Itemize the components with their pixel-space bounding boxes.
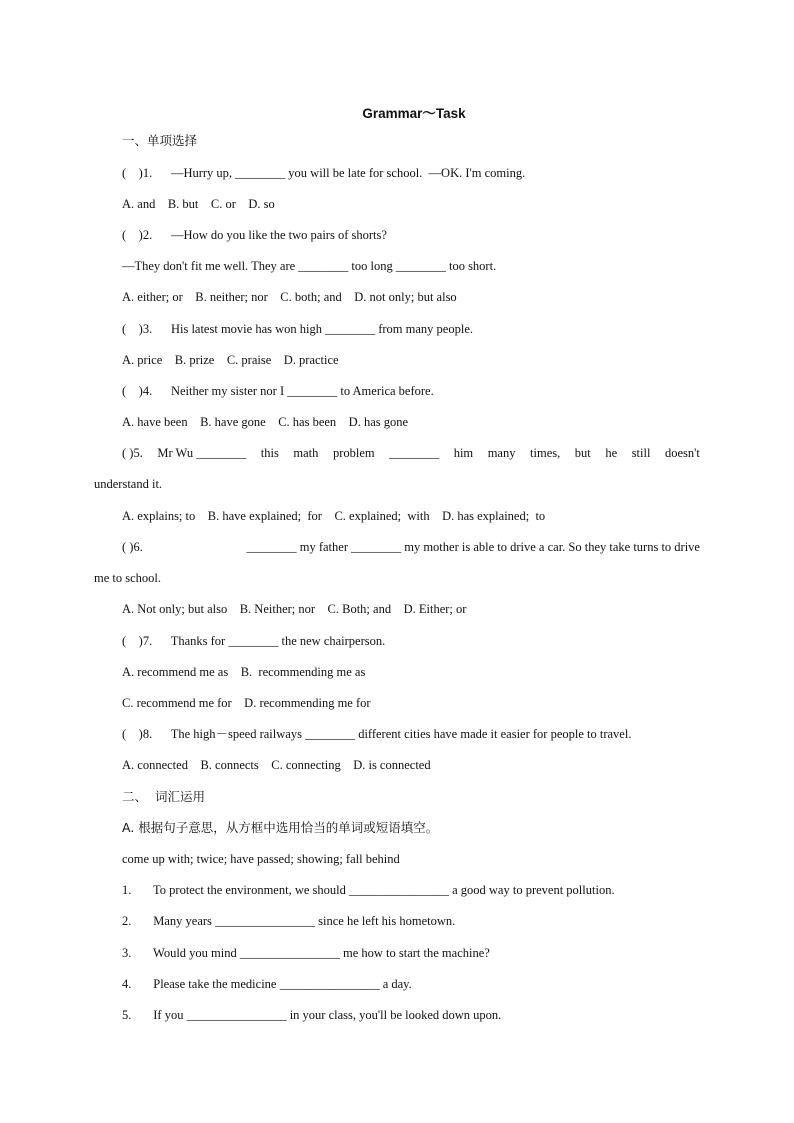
question-7-options-cd: C. recommend me for D. recommending me for (122, 696, 371, 710)
question-3: ( )3. His latest movie has won high ________ from many people. (122, 322, 473, 336)
q5-part: problem (332, 446, 375, 460)
q5-part: ________ (389, 446, 440, 460)
question-4-options: A. have been B. have gone C. has been D. has gone (122, 415, 409, 429)
section-heading-single-choice: 一、单项选择 (122, 133, 198, 148)
vocab-item-4: 4. Please take the medicine ________________ a day. (122, 977, 412, 991)
question-3-options: A. price B. prize C. praise D. practice (122, 353, 339, 367)
question-5-continuation: understand it. (94, 477, 163, 491)
q5-part: times, (530, 446, 561, 460)
q5-part: this (260, 446, 279, 460)
question-6-options: A. Not only; but also B. Neither; nor C. Both; and D. Either; or (122, 602, 467, 616)
vocab-item-1: 1. To protect the environment, we should ________________ a good way to prevent pollution. (122, 883, 615, 897)
page-title: Grammar～Task (362, 106, 466, 121)
q5-part: doesn't (665, 446, 700, 460)
q5-part: but (574, 446, 591, 460)
question-5-options: A. explains; to B. have explained; for C. explained; with D. has explained; to (122, 509, 546, 523)
section-a-instruction: A. 根据句子意思，从方框中选用恰当的单词或短语填空。 (122, 820, 439, 835)
question-7: ( )7. Thanks for ________ the new chairperson. (122, 634, 386, 648)
question-2-options: A. either; or B. neither; nor C. both; and D. not only; but also (122, 290, 457, 304)
question-2: ( )2. —How do you like the two pairs of shorts? (122, 228, 387, 242)
q6-part: ( )6. (122, 540, 143, 554)
question-5 (122, 445, 700, 461)
q5-part: Mr Wu ________ (157, 446, 247, 460)
q5-part: ( )5. (122, 446, 143, 460)
question-6-continuation: me to school. (94, 571, 162, 585)
word-box: come up with; twice; have passed; showing; fall behind (122, 852, 400, 866)
question-8-options: A. connected B. connects C. connecting D. is connected (122, 758, 431, 772)
section-heading-vocabulary: 二、 词汇运用 (122, 789, 205, 804)
vocab-item-5: 5. If you ________________ in your class, you'll be looked down upon. (122, 1008, 502, 1022)
q5-part: many (487, 446, 516, 460)
question-1-options: A. and B. but C. or D. so (122, 197, 275, 211)
question-8: ( )8. The high－speed railways ________ different cities have made it easier for people to travel. (122, 727, 632, 741)
question-6 (122, 539, 700, 555)
q5-part: math (293, 446, 319, 460)
question-1: ( )1. —Hurry up, ________ you will be late for school. —OK. I'm coming. (122, 166, 526, 180)
q5-part: he (605, 446, 618, 460)
vocab-item-2: 2. Many years ________________ since he left his hometown. (122, 914, 456, 928)
vocab-item-3: 3. Would you mind ________________ me how to start the machine? (122, 946, 490, 960)
q5-part: still (631, 446, 651, 460)
q5-part: him (453, 446, 474, 460)
question-4: ( )4. Neither my sister nor I ________ to America before. (122, 384, 434, 398)
question-2-continuation: —They don't fit me well. They are ________ too long ________ too short. (122, 259, 497, 273)
question-7-options-ab: A. recommend me as B. recommending me as (122, 665, 366, 679)
q6-part: ________ my father ________ my mother is able to drive a car. So they take turns to drive (246, 540, 700, 554)
